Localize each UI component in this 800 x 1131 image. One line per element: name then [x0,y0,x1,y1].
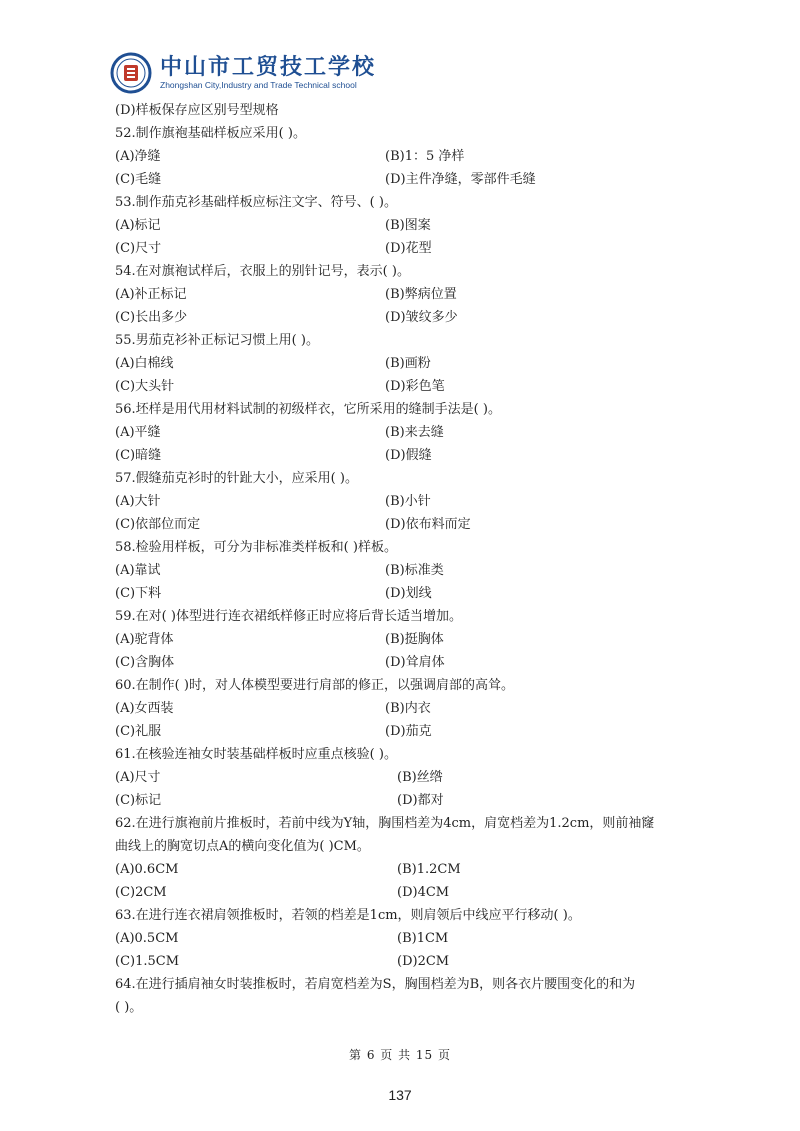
option-row [115,444,715,467]
option-left: (C)标记 [115,793,162,808]
option-left: (C)依部位而定 [115,517,201,532]
option-left: (C)1.5CM [115,954,180,969]
question-line: 57.假缝茄克衫时的针趾大小，应采用( )。 [115,471,358,486]
school-emblem-icon [110,52,152,94]
option-row [115,950,715,973]
question-line: 54.在对旗袍试样后，衣服上的别针记号，表示( )。 [115,264,410,279]
option-left: (C)尺寸 [115,241,162,256]
option-left: (C)长出多少 [115,310,188,325]
school-name-english: Zhongshan City,Industry and Trade Technical school [160,80,357,90]
option-row [115,789,715,812]
question-line: ( )。 [115,1000,143,1015]
option-right: (D)茄克 [385,724,432,739]
option-row [115,283,715,306]
option-row [115,628,715,651]
option-right: (B)来去缝 [385,425,444,440]
option-left: (A)尺寸 [115,770,161,785]
option-left: (A)0.5CM [115,931,179,946]
option-row [115,697,715,720]
option-right: (B)标准类 [385,563,444,578]
option-row [115,766,715,789]
option-right: (D)主件净缝，零部件毛缝 [385,172,536,187]
option-row [115,168,715,191]
option-left: (C)礼服 [115,724,162,739]
question-line: 62.在进行旗袍前片推板时，若前中线为Y轴，胸围档差为4cm，肩宽档差为1.2cm，则前袖窿 [115,816,655,831]
option-left: (A)标记 [115,218,161,233]
option-left: (A)驼背体 [115,632,174,647]
option-left: (C)暗缝 [115,448,162,463]
option-left: (C)2CM [115,885,167,900]
option-row [115,881,715,904]
question-line: 53.制作茄克衫基础样板应标注文字、符号、( )。 [115,195,397,210]
option-right: (B)挺胸体 [385,632,444,647]
option-left: (C)毛缝 [115,172,162,187]
option-row [115,237,715,260]
option-right: (D)4CM [397,885,450,900]
option-row [115,559,715,582]
question-line: (D)样板保存应区别号型规格 [115,103,279,118]
option-right: (B)1CM [397,931,449,946]
option-right: (D)2CM [397,954,450,969]
page-indicator: 第 6 页 共 15 页 [349,1048,451,1062]
school-name-chinese: 中山市工贸技工学校 [160,55,377,80]
option-left: (A)大针 [115,494,161,509]
option-row [115,490,715,513]
option-row [115,513,715,536]
option-row [115,352,715,375]
option-left: (C)下料 [115,586,162,601]
option-right: (B)画粉 [385,356,431,371]
option-row [115,720,715,743]
option-right: (B)1：5 净样 [385,149,465,164]
question-line: 60.在制作( )时，对人体模型要进行肩部的修正，以强调肩部的高耸。 [115,678,514,693]
question-line: 58.检验用样板，可分为非标准类样板和( )样板。 [115,540,397,555]
option-left: (A)平缝 [115,425,161,440]
option-right: (D)都对 [397,793,444,808]
option-left: (A)净缝 [115,149,161,164]
question-line: 59.在对( )体型进行连衣裙纸样修正时应将后背长适当增加。 [115,609,462,624]
option-right: (B)1.2CM [397,862,461,877]
option-right: (D)耸肩体 [385,655,445,670]
question-line: 64.在进行插肩袖女时装推板时，若肩宽档差为S，胸围档差为B，则各衣片腰围变化的和为 [115,977,636,992]
option-row [115,582,715,605]
option-row [115,214,715,237]
option-left: (C)大头针 [115,379,175,394]
option-left: (A)靠试 [115,563,161,578]
question-line: 52.制作旗袍基础样板应采用( )。 [115,126,306,141]
question-line: 56.坯样是用代用材料试制的初级样衣，它所采用的缝制手法是( )。 [115,402,501,417]
option-row [115,375,715,398]
option-left: (A)补正标记 [115,287,187,302]
option-row [115,651,715,674]
option-left: (C)含胸体 [115,655,175,670]
option-row [115,421,715,444]
option-right: (D)划线 [385,586,432,601]
option-right: (B)图案 [385,218,431,233]
option-right: (D)彩色笔 [385,379,445,394]
question-line: 63.在进行连衣裙肩领推板时，若领的档差是1cm，则肩领后中线应平行移动( )。 [115,908,581,923]
question-line: 61.在核验连袖女时装基础样板时应重点核验( )。 [115,747,397,762]
option-right: (D)皱纹多少 [385,310,458,325]
option-row [115,145,715,168]
option-left: (A)女西装 [115,701,174,716]
option-row [115,927,715,950]
option-row [115,858,715,881]
option-right: (D)依布料而定 [385,517,471,532]
option-left: (A)0.6CM [115,862,179,877]
option-right: (B)内衣 [385,701,431,716]
option-right: (B)小针 [385,494,431,509]
question-line: 55.男茄克衫补正标记习惯上用( )。 [115,333,319,348]
exam-questions [115,99,715,1019]
option-right: (B)弊病位置 [385,287,457,302]
option-right: (D)花型 [385,241,432,256]
option-right: (D)假缝 [385,448,432,463]
question-line: 曲线上的胸宽切点A的横向变化值为( )CM。 [115,839,370,854]
option-right: (B)丝绺 [397,770,443,785]
page-number: 137 [388,1087,412,1103]
option-left: (A)白棉线 [115,356,174,371]
option-row [115,306,715,329]
